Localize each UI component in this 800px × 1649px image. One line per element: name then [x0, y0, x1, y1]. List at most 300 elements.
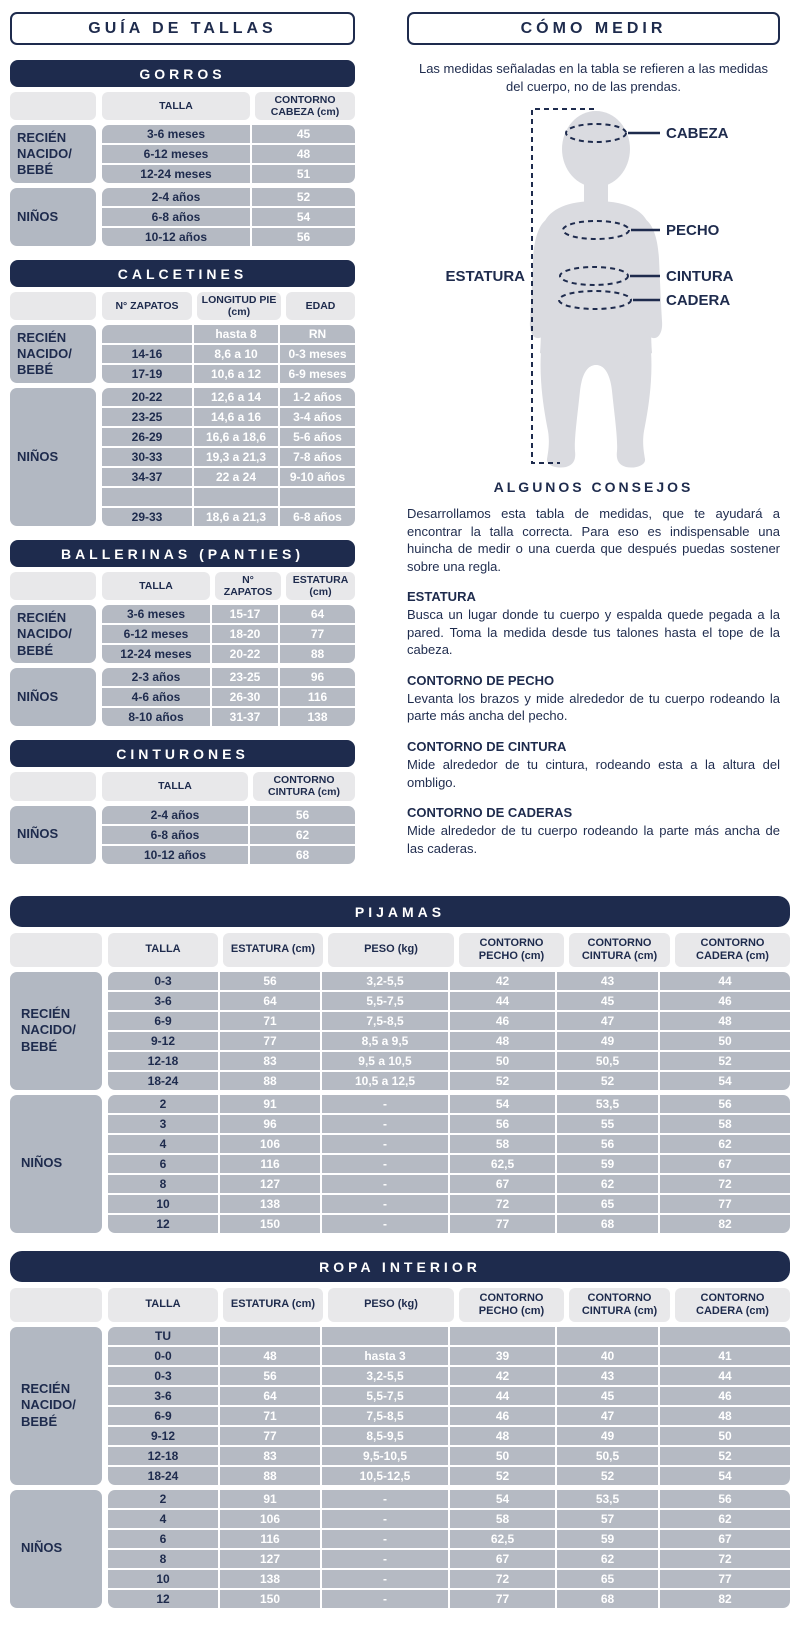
ropa-interior-cell-r7-c5: 54	[660, 1467, 790, 1485]
pijamas-column-header-2: PESO (kg)	[328, 933, 454, 967]
calcetines-cell-r2-c0: 17-19	[102, 365, 192, 383]
tip-cintura-title: CONTORNO DE CINTURA	[407, 739, 567, 755]
pijamas-cell-r3-c0: 9-12	[108, 1032, 218, 1050]
ropa-interior-cell-r3-c1: 64	[220, 1387, 320, 1405]
pijamas-group-label-0: RECIÉN NACIDO/ BEBÉ	[10, 972, 102, 1090]
gorros-header-blank	[10, 92, 96, 120]
pijamas-cell-r6-c2: -	[322, 1215, 448, 1233]
gorros-cell-r0-c1: 45	[252, 125, 355, 143]
ballerinas-cell-r0-c2: 64	[280, 605, 355, 623]
pijamas-column-header-5: CONTORNO CADERA (cm)	[675, 933, 790, 967]
pijamas-cell-r1-c2: -	[322, 1115, 448, 1133]
pijamas-cell-r0-c1: 91	[220, 1095, 320, 1113]
ropa-interior-cell-r1-c0: 0-0	[108, 1347, 218, 1365]
ropa-interior-cell-r4-c1: 71	[220, 1407, 320, 1425]
ropa-interior-cell-r3-c0: 8	[108, 1550, 218, 1568]
ballerinas-cell-r0-c1: 23-25	[212, 668, 278, 686]
pijamas-group-label-1: NIÑOS	[10, 1095, 102, 1233]
ropa-interior-cell-r1-c4: 40	[557, 1347, 658, 1365]
ropa-interior-cell-r4-c0: 10	[108, 1570, 218, 1588]
gorros-group-label-1: NIÑOS	[10, 188, 96, 246]
table-calcetines	[10, 292, 355, 526]
gorros-group-1	[10, 188, 355, 246]
tip-pecho-title: CONTORNO DE PECHO	[407, 672, 555, 688]
pijamas-cell-r2-c5: 62	[660, 1135, 790, 1153]
calcetines-cell-r0-c0: 20-22	[102, 388, 192, 406]
tip-pecho-text: Levanta los brazos y mide alrededor de tu cuerpo rodeando la parte más ancha del pecho.	[407, 690, 780, 724]
cinturones-cell-r1-c1: 62	[250, 826, 355, 844]
pijamas-cell-r2-c3: 58	[450, 1135, 555, 1153]
pijamas-cell-r3-c0: 6	[108, 1155, 218, 1173]
cinturones-cell-r0-c1: 56	[250, 806, 355, 824]
pijamas-cell-r3-c2: -	[322, 1155, 448, 1173]
calcetines-cell-r1-c0: 14-16	[102, 345, 192, 363]
ballerinas-cell-r1-c1: 26-30	[212, 688, 278, 706]
calcetines-group-label-1: NIÑOS	[10, 388, 96, 526]
ballerinas-column-header-1: N° ZAPATOS	[215, 572, 281, 600]
pijamas-cell-r0-c2: 3,2-5,5	[322, 972, 448, 990]
pijamas-cell-r3-c3: 62,5	[450, 1155, 555, 1173]
cinturones-column-header-1: CONTORNO CINTURA (cm)	[253, 772, 355, 800]
cinturones-group-rows-0	[102, 806, 355, 864]
pijamas-cell-r0-c3: 42	[450, 972, 555, 990]
ropa-interior-cell-r1-c3: 39	[450, 1347, 555, 1365]
cinturones-cell-r0-c0: 2-4 años	[102, 806, 248, 824]
gorros-cell-r1-c1: 48	[252, 145, 355, 163]
calcetines-cell-r6-c1: 18,6 a 21,3	[194, 508, 278, 526]
ropa-interior-cell-r0-c0: TU	[108, 1327, 218, 1345]
tip-cintura-text: Mide alrededor de tu cintura, rodeando esta a la altura del ombligo.	[407, 757, 780, 790]
ropa-interior-cell-r3-c4: 45	[557, 1387, 658, 1405]
gorros-column-header-1: CONTORNO CABEZA (cm)	[255, 92, 355, 120]
pijamas-cell-r5-c5: 54	[660, 1072, 790, 1090]
calcetines-cell-r1-c1: 14,6 a 16	[194, 408, 278, 426]
pijamas-cell-r4-c5: 52	[660, 1052, 790, 1070]
calcetines-group-rows-1	[102, 388, 355, 526]
pijamas-header-cells	[108, 933, 790, 967]
pijamas-cell-r4-c0: 12-18	[108, 1052, 218, 1070]
pijamas-cell-r3-c3: 48	[450, 1032, 555, 1050]
calcetines-column-header-1: LONGITUD PIE (cm)	[197, 292, 281, 320]
page-title: GUÍA DE TALLAS	[10, 12, 355, 45]
ropa-interior-group-label-0: RECIÉN NACIDO/ BEBÉ	[10, 1327, 102, 1485]
calcetines-cell-r2-c2: 6-9 meses	[280, 365, 355, 383]
calcetines-group-label-0: RECIÉN NACIDO/ BEBÉ	[10, 325, 96, 383]
pijamas-cell-r6-c0: 12	[108, 1215, 218, 1233]
gorros-group-label-0: RECIÉN NACIDO/ BEBÉ	[10, 125, 96, 183]
table-section-calcetines	[10, 260, 355, 526]
cinturones-group-0	[10, 806, 355, 864]
ropa-interior-cell-r2-c4: 59	[557, 1530, 658, 1548]
ropa-interior-cell-r6-c0: 12-18	[108, 1447, 218, 1465]
gorros-group-rows-0	[102, 125, 355, 183]
pijamas-cell-r4-c2: 9,5 a 10,5	[322, 1052, 448, 1070]
gorros-cell-r0-c0: 3-6 meses	[102, 125, 250, 143]
ropa-interior-cell-r3-c0: 3-6	[108, 1387, 218, 1405]
pijamas-cell-r2-c3: 46	[450, 1012, 555, 1030]
calcetines-cell-r0-c1: 12,6 a 14	[194, 388, 278, 406]
calcetines-cell-r0-c2: 1-2 años	[280, 388, 355, 406]
pijamas-cell-r0-c1: 56	[220, 972, 320, 990]
ballerinas-group-label-0: RECIÉN NACIDO/ BEBÉ	[10, 605, 96, 663]
tip-estatura	[407, 589, 780, 659]
pijamas-cell-r4-c0: 8	[108, 1175, 218, 1193]
ropa-interior-cell-r0-c4: 53,5	[557, 1490, 658, 1508]
calcetines-cell-r6-c0: 29-33	[102, 508, 192, 526]
ropa-interior-cell-r2-c3: 42	[450, 1367, 555, 1385]
table-section-gorros	[10, 60, 355, 246]
pijamas-cell-r5-c1: 138	[220, 1195, 320, 1213]
calcetines-group-grid-0	[102, 325, 355, 383]
como-medir-title: CÓMO MEDIR	[407, 12, 780, 45]
tip-estatura-title: ESTATURA	[407, 589, 476, 605]
pijamas-cell-r2-c0: 4	[108, 1135, 218, 1153]
ballerinas-cell-r1-c2: 116	[280, 688, 355, 706]
ballerinas-cell-r2-c0: 12-24 meses	[102, 645, 210, 663]
pijamas-cell-r1-c4: 45	[557, 992, 658, 1010]
pijamas-cell-r3-c5: 50	[660, 1032, 790, 1050]
table-section-pijamas	[10, 896, 790, 1233]
label-cintura: CINTURA	[665, 268, 733, 286]
ropa-interior-cell-r0-c5: 56	[660, 1490, 790, 1508]
ropa-interior-cell-r6-c1: 83	[220, 1447, 320, 1465]
pijamas-cell-r0-c5: 56	[660, 1095, 790, 1113]
pijamas-cell-r0-c0: 2	[108, 1095, 218, 1113]
ropa-interior-cell-r1-c5: 62	[660, 1510, 790, 1528]
ropa-interior-group-0	[10, 1327, 790, 1485]
right-column	[355, 12, 790, 878]
ropa-interior-cell-r2-c5: 67	[660, 1530, 790, 1548]
calcetines-cell-r2-c1: 16,6 a 18,6	[194, 428, 278, 446]
ballerinas-cell-r0-c1: 15-17	[212, 605, 278, 623]
ropa-interior-column-header-2: PESO (kg)	[328, 1288, 454, 1322]
ballerinas-cell-r1-c2: 77	[280, 625, 355, 643]
ballerinas-group-label-1: NIÑOS	[10, 668, 96, 726]
pijamas-group-0	[10, 972, 790, 1090]
pijamas-column-header-3: CONTORNO PECHO (cm)	[459, 933, 564, 967]
ropa-interior-cell-r0-c0: 2	[108, 1490, 218, 1508]
ropa-interior-cell-r1-c2: hasta 3	[322, 1347, 448, 1365]
ropa-interior-cell-r1-c5: 41	[660, 1347, 790, 1365]
pijamas-cell-r2-c1: 106	[220, 1135, 320, 1153]
label-estatura: ESTATURA	[445, 268, 525, 286]
calcetines-cell-r1-c1: 8,6 a 10	[194, 345, 278, 363]
ropa-interior-cell-r1-c1: 106	[220, 1510, 320, 1528]
pijamas-cell-r0-c4: 43	[557, 972, 658, 990]
pijamas-cell-r2-c0: 6-9	[108, 1012, 218, 1030]
pijamas-cell-r1-c1: 96	[220, 1115, 320, 1133]
ropa-interior-cell-r0-c3	[450, 1327, 555, 1345]
gorros-cell-r0-c0: 2-4 años	[102, 188, 250, 206]
ropa-interior-cell-r0-c3: 54	[450, 1490, 555, 1508]
pijamas-cell-r1-c0: 3-6	[108, 992, 218, 1010]
pijamas-cell-r2-c4: 56	[557, 1135, 658, 1153]
ropa-interior-group-rows-0	[108, 1327, 790, 1485]
pijamas-cell-r5-c5: 77	[660, 1195, 790, 1213]
ropa-interior-cell-r6-c4: 50,5	[557, 1447, 658, 1465]
pijamas-cell-r0-c5: 44	[660, 972, 790, 990]
cinturones-group-grid-0	[102, 806, 355, 864]
ballerinas-cell-r1-c1: 18-20	[212, 625, 278, 643]
calcetines-cell-r4-c2: 9-10 años	[280, 468, 355, 486]
pijamas-cell-r0-c2: -	[322, 1095, 448, 1113]
ropa-interior-cell-r3-c3: 67	[450, 1550, 555, 1568]
ropa-interior-cell-r6-c5: 52	[660, 1447, 790, 1465]
pijamas-cell-r5-c1: 88	[220, 1072, 320, 1090]
ropa-interior-header-row	[10, 1288, 790, 1322]
table-cinturones	[10, 772, 355, 863]
gorros-cell-r2-c0: 10-12 años	[102, 228, 250, 246]
ropa-interior-group-grid-1	[108, 1490, 790, 1608]
pijamas-group-grid-1	[108, 1095, 790, 1233]
legs	[540, 351, 651, 468]
pijamas-cell-r5-c4: 52	[557, 1072, 658, 1090]
child-silhouette	[529, 111, 661, 468]
cinturones-cell-r2-c1: 68	[250, 846, 355, 864]
pijamas-group-rows-1	[108, 1095, 790, 1233]
gorros-group-grid-1	[102, 188, 355, 246]
ropa-interior-cell-r3-c1: 127	[220, 1550, 320, 1568]
ropa-interior-header-blank	[10, 1288, 102, 1322]
table-title-gorros: GORROS	[10, 60, 355, 87]
table-title-ropa-interior: ROPA INTERIOR	[10, 1251, 790, 1282]
gorros-header-row	[10, 92, 355, 120]
calcetines-header-blank	[10, 292, 96, 320]
label-cadera: CADERA	[665, 292, 730, 310]
pijamas-cell-r3-c4: 49	[557, 1032, 658, 1050]
ballerinas-group-0	[10, 605, 355, 663]
ropa-interior-cell-r5-c5: 50	[660, 1427, 790, 1445]
pijamas-cell-r2-c2: 7,5-8,5	[322, 1012, 448, 1030]
pijamas-cell-r2-c2: -	[322, 1135, 448, 1153]
pijamas-cell-r4-c3: 67	[450, 1175, 555, 1193]
ballerinas-group-rows-1	[102, 668, 355, 726]
consejos-text: Desarrollamos esta tabla de medidas, que te ayudará a encontrar la talla correcta. Para eso es indispensable una huincha de medir o una cuerda que después puedas sostener sobre una regla.	[407, 506, 780, 574]
ropa-interior-cell-r4-c3: 46	[450, 1407, 555, 1425]
ropa-interior-cell-r5-c2: 8,5-9,5	[322, 1427, 448, 1445]
ropa-interior-group-rows-1	[108, 1490, 790, 1608]
ropa-interior-cell-r4-c2: -	[322, 1570, 448, 1588]
calcetines-group-rows-0	[102, 325, 355, 383]
cinturones-header-row	[10, 772, 355, 800]
ropa-interior-column-header-4: CONTORNO CINTURA (cm)	[569, 1288, 670, 1322]
pijamas-cell-r5-c0: 18-24	[108, 1072, 218, 1090]
pijamas-cell-r4-c1: 83	[220, 1052, 320, 1070]
ropa-interior-cell-r1-c4: 57	[557, 1510, 658, 1528]
pijamas-cell-r3-c2: 8,5 a 9,5	[322, 1032, 448, 1050]
pijamas-cell-r4-c5: 72	[660, 1175, 790, 1193]
tip-estatura-text: Busca un lugar donde tu cuerpo y espalda quede pegada a la pared. Toma la medida desde tus talones hasta el tope de la cabeza.	[407, 607, 780, 658]
ropa-interior-cell-r4-c1: 138	[220, 1570, 320, 1588]
pijamas-cell-r0-c4: 53,5	[557, 1095, 658, 1113]
ropa-interior-cell-r4-c0: 6-9	[108, 1407, 218, 1425]
ropa-interior-cell-r0-c1: 91	[220, 1490, 320, 1508]
ropa-interior-cell-r2-c2: -	[322, 1530, 448, 1548]
ropa-interior-column-header-3: CONTORNO PECHO (cm)	[459, 1288, 564, 1322]
pijamas-cell-r3-c1: 116	[220, 1155, 320, 1173]
ropa-interior-cell-r3-c4: 62	[557, 1550, 658, 1568]
tip-pecho	[407, 673, 780, 725]
ropa-interior-group-label-1: NIÑOS	[10, 1490, 102, 1608]
pijamas-cell-r2-c1: 71	[220, 1012, 320, 1030]
ballerinas-cell-r0-c2: 96	[280, 668, 355, 686]
ropa-interior-cell-r3-c2: 5,5-7,5	[322, 1387, 448, 1405]
gorros-group-0	[10, 125, 355, 183]
table-section-cinturones	[10, 740, 355, 863]
ropa-interior-cell-r5-c1: 150	[220, 1590, 320, 1608]
pijamas-cell-r5-c2: -	[322, 1195, 448, 1213]
ropa-interior-cell-r1-c1: 48	[220, 1347, 320, 1365]
ropa-interior-cell-r3-c5: 46	[660, 1387, 790, 1405]
ropa-interior-cell-r0-c5	[660, 1327, 790, 1345]
pijamas-cell-r1-c5: 46	[660, 992, 790, 1010]
ballerinas-cell-r0-c0: 2-3 años	[102, 668, 210, 686]
ballerinas-cell-r2-c2: 88	[280, 645, 355, 663]
ropa-interior-cell-r2-c2: 3,2-5,5	[322, 1367, 448, 1385]
calcetines-cell-r0-c1: hasta 8	[194, 325, 278, 343]
pijamas-cell-r4-c3: 50	[450, 1052, 555, 1070]
calcetines-header-row	[10, 292, 355, 320]
ballerinas-header-cells	[102, 572, 355, 600]
ropa-interior-cell-r5-c3: 77	[450, 1590, 555, 1608]
calcetines-cell-r1-c2: 3-4 años	[280, 408, 355, 426]
table-title-cinturones: CINTURONES	[10, 740, 355, 767]
ropa-interior-cell-r0-c2	[322, 1327, 448, 1345]
pijamas-cell-r1-c3: 44	[450, 992, 555, 1010]
ballerinas-cell-r2-c1: 31-37	[212, 708, 278, 726]
ropa-interior-column-header-1: ESTATURA (cm)	[223, 1288, 323, 1322]
gorros-cell-r2-c0: 12-24 meses	[102, 165, 250, 183]
tip-caderas-title: CONTORNO DE CADERAS	[407, 805, 573, 821]
pijamas-cell-r5-c2: 10,5 a 12,5	[322, 1072, 448, 1090]
pijamas-group-rows-0	[108, 972, 790, 1090]
ropa-interior-cell-r4-c5: 48	[660, 1407, 790, 1425]
calcetines-cell-r0-c0	[102, 325, 192, 343]
ballerinas-group-grid-1	[102, 668, 355, 726]
pijamas-cell-r4-c4: 50,5	[557, 1052, 658, 1070]
calcetines-cell-r2-c2: 5-6 años	[280, 428, 355, 446]
gorros-group-rows-1	[102, 188, 355, 246]
ropa-interior-cell-r1-c3: 58	[450, 1510, 555, 1528]
pijamas-cell-r1-c2: 5,5-7,5	[322, 992, 448, 1010]
ropa-interior-cell-r4-c3: 72	[450, 1570, 555, 1588]
ballerinas-cell-r1-c0: 6-12 meses	[102, 625, 210, 643]
calcetines-cell-r3-c1: 19,3 a 21,3	[194, 448, 278, 466]
ropa-interior-cell-r5-c1: 77	[220, 1427, 320, 1445]
table-title-ballerinas: BALLERINAS (PANTIES)	[10, 540, 355, 567]
ropa-interior-cell-r2-c3: 62,5	[450, 1530, 555, 1548]
cinturones-cell-r2-c0: 10-12 años	[102, 846, 248, 864]
gorros-column-header-0: TALLA	[102, 92, 250, 120]
ropa-interior-column-header-5: CONTORNO CADERA (cm)	[675, 1288, 790, 1322]
measurement-figure	[407, 101, 780, 473]
table-pijamas	[10, 933, 790, 1233]
pijamas-cell-r2-c4: 47	[557, 1012, 658, 1030]
ropa-interior-cell-r2-c5: 44	[660, 1367, 790, 1385]
left-column	[10, 12, 355, 878]
pijamas-cell-r4-c2: -	[322, 1175, 448, 1193]
ropa-interior-cell-r5-c4: 68	[557, 1590, 658, 1608]
pijamas-cell-r3-c1: 77	[220, 1032, 320, 1050]
gorros-cell-r2-c1: 51	[252, 165, 355, 183]
pijamas-cell-r6-c5: 82	[660, 1215, 790, 1233]
pijamas-cell-r6-c1: 150	[220, 1215, 320, 1233]
ballerinas-group-1	[10, 668, 355, 726]
ropa-interior-cell-r2-c1: 56	[220, 1367, 320, 1385]
calcetines-cell-r6-c2: 6-8 años	[280, 508, 355, 526]
pijamas-cell-r5-c0: 10	[108, 1195, 218, 1213]
calcetines-group-1	[10, 388, 355, 526]
pijamas-header-row	[10, 933, 790, 967]
calcetines-cell-r1-c2: 0-3 meses	[280, 345, 355, 363]
label-pecho: PECHO	[665, 222, 719, 240]
calcetines-cell-r2-c0: 26-29	[102, 428, 192, 446]
ropa-interior-cell-r7-c1: 88	[220, 1467, 320, 1485]
pijamas-cell-r1-c5: 58	[660, 1115, 790, 1133]
gorros-cell-r1-c0: 6-12 meses	[102, 145, 250, 163]
ropa-interior-cell-r1-c0: 4	[108, 1510, 218, 1528]
pijamas-cell-r2-c5: 48	[660, 1012, 790, 1030]
ropa-interior-cell-r4-c5: 77	[660, 1570, 790, 1588]
ropa-interior-header-cells	[108, 1288, 790, 1322]
calcetines-cell-r3-c2: 7-8 años	[280, 448, 355, 466]
cinturones-group-label-0: NIÑOS	[10, 806, 96, 864]
ballerinas-cell-r2-c1: 20-22	[212, 645, 278, 663]
ropa-interior-cell-r5-c0: 9-12	[108, 1427, 218, 1445]
tip-cintura	[407, 739, 780, 791]
ballerinas-cell-r2-c2: 138	[280, 708, 355, 726]
pijamas-group-grid-0	[108, 972, 790, 1090]
ropa-interior-group-1	[10, 1490, 790, 1608]
pijamas-cell-r5-c3: 52	[450, 1072, 555, 1090]
ropa-interior-cell-r7-c0: 18-24	[108, 1467, 218, 1485]
calcetines-column-header-0: N° ZAPATOS	[102, 292, 192, 320]
ropa-interior-cell-r0-c1	[220, 1327, 320, 1345]
ropa-interior-cell-r3-c2: -	[322, 1550, 448, 1568]
ropa-interior-cell-r1-c2: -	[322, 1510, 448, 1528]
ropa-interior-cell-r7-c2: 10,5-12,5	[322, 1467, 448, 1485]
pijamas-cell-r1-c3: 56	[450, 1115, 555, 1133]
pijamas-cell-r6-c3: 77	[450, 1215, 555, 1233]
ballerinas-header-row	[10, 572, 355, 600]
calcetines-cell-r0-c2: RN	[280, 325, 355, 343]
tip-caderas-text: Mide alrededor de tu cuerpo rodeando la parte más ancha de las caderas.	[407, 823, 780, 856]
calcetines-cell-r2-c1: 10,6 a 12	[194, 365, 278, 383]
pijamas-column-header-4: CONTORNO CINTURA (cm)	[569, 933, 670, 967]
pijamas-cell-r5-c3: 72	[450, 1195, 555, 1213]
pijamas-column-header-0: TALLA	[108, 933, 218, 967]
table-title-calcetines: CALCETINES	[10, 260, 355, 287]
ballerinas-cell-r1-c0: 4-6 años	[102, 688, 210, 706]
table-ballerinas	[10, 572, 355, 726]
table-section-ballerinas	[10, 540, 355, 726]
calcetines-cell-r4-c0: 34-37	[102, 468, 192, 486]
ropa-interior-group-grid-0	[108, 1327, 790, 1485]
calcetines-cell-r5-c2	[280, 488, 355, 506]
ropa-interior-cell-r3-c5: 72	[660, 1550, 790, 1568]
ballerinas-column-header-2: ESTATURA (cm)	[286, 572, 355, 600]
calcetines-group-grid-1	[102, 388, 355, 526]
pijamas-cell-r1-c4: 55	[557, 1115, 658, 1133]
pijamas-cell-r3-c5: 67	[660, 1155, 790, 1173]
calcetines-cell-r4-c1: 22 a 24	[194, 468, 278, 486]
ropa-interior-cell-r7-c3: 52	[450, 1467, 555, 1485]
ropa-interior-cell-r5-c5: 82	[660, 1590, 790, 1608]
cinturones-cell-r1-c0: 6-8 años	[102, 826, 248, 844]
calcetines-cell-r1-c0: 23-25	[102, 408, 192, 426]
calcetines-cell-r3-c0: 30-33	[102, 448, 192, 466]
ropa-interior-cell-r0-c4	[557, 1327, 658, 1345]
